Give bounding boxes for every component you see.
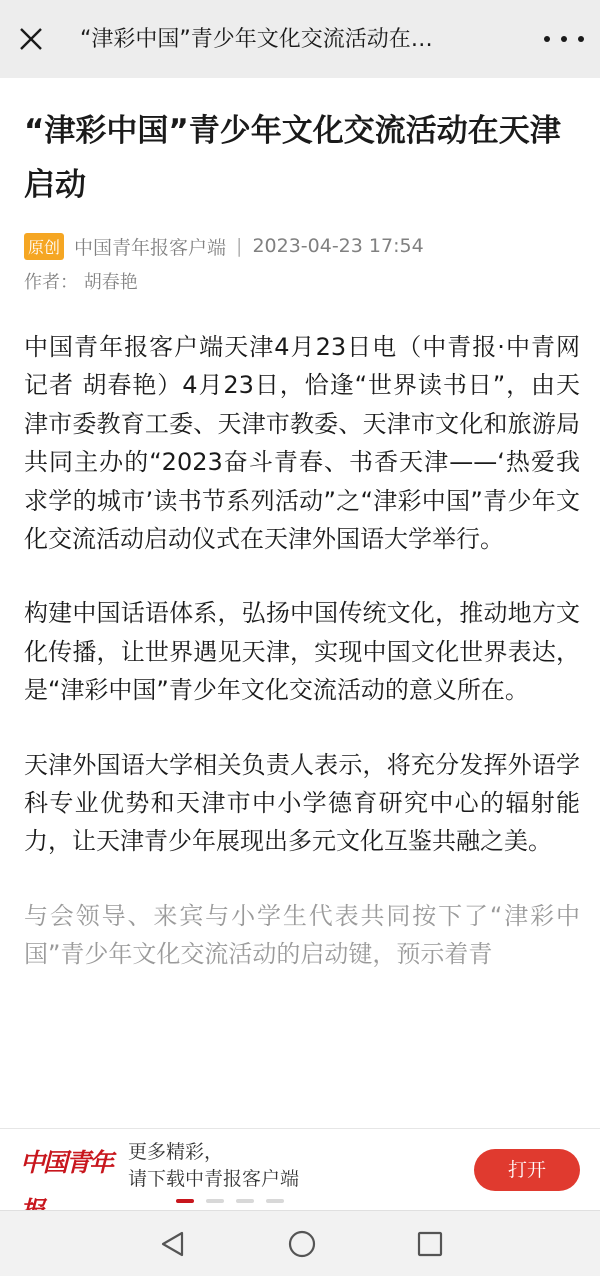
recent-apps-icon[interactable] bbox=[416, 1230, 444, 1262]
paragraph: 中国青年报客户端天津4月23日电（中青报·中青网记者 胡春艳）4月23日，恰逢“世界读书日”，由天津市委教育工委、天津市教委、天津市文化和旅游局共同主办的“2023奋斗青春、书香天津——‘热爱我求学的城市’读书节系列活动”之“津彩中国”青少年文化交流活动启动仪式在天津外国语大学举行。 bbox=[24, 333, 580, 554]
paragraph: 与会领导、来宾与小学生代表共同按下了“津彩中国”青少年文化交流活动的启动键，预示着青 bbox=[24, 901, 580, 969]
article-body bbox=[24, 328, 580, 974]
pager-dot bbox=[206, 1199, 224, 1203]
page-title: “津彩中国”青少年文化交流活动在… bbox=[80, 27, 433, 52]
pager-dot bbox=[266, 1199, 284, 1203]
article bbox=[24, 104, 580, 1010]
more-dots-icon[interactable] bbox=[544, 22, 584, 56]
content-fade bbox=[0, 1040, 600, 1130]
article-meta bbox=[24, 232, 580, 260]
top-bar bbox=[0, 0, 600, 78]
original-badge: 原创 bbox=[24, 233, 64, 260]
article-headline: “津彩中国”青少年文化交流活动在天津启动 bbox=[24, 113, 561, 203]
source-link[interactable]: 中国青年报客户端 bbox=[74, 236, 227, 259]
close-icon[interactable] bbox=[14, 22, 48, 56]
app-download-banner[interactable] bbox=[0, 1128, 600, 1210]
publish-datetime: 2023-04-23 17:54 bbox=[252, 235, 424, 257]
back-triangle-icon[interactable] bbox=[158, 1229, 188, 1263]
promo-line-2: 请下载中青报客户端 bbox=[128, 1168, 300, 1190]
paragraph: 天津外国语大学相关负责人表示，将充分发挥外语学科专业优势和天津市中小学德育研究中心的辐射能力，让天津青少年展现出多元文化互鉴共融之美。 bbox=[24, 750, 580, 856]
pager-dot bbox=[236, 1199, 254, 1203]
banner-pager bbox=[176, 1199, 284, 1203]
pager-dot bbox=[176, 1199, 194, 1203]
paragraph: 构建中国话语体系，弘扬中国传统文化，推动地方文化传播，让世界遇见天津，实现中国文化世界表达，是“津彩中国”青少年文化交流活动的意义所在。 bbox=[24, 599, 580, 705]
promo-line-1: 更多精彩， bbox=[128, 1141, 224, 1163]
home-circle-icon[interactable] bbox=[286, 1228, 318, 1264]
open-app-button[interactable]: 打开 bbox=[474, 1149, 580, 1191]
promo-text bbox=[128, 1139, 388, 1193]
cyd-logo: 中国青年 bbox=[20, 1148, 113, 1177]
system-nav-bar bbox=[0, 1210, 600, 1276]
meta-separator: | bbox=[236, 235, 243, 257]
author-line: 作者： 胡春艳 bbox=[24, 272, 138, 293]
